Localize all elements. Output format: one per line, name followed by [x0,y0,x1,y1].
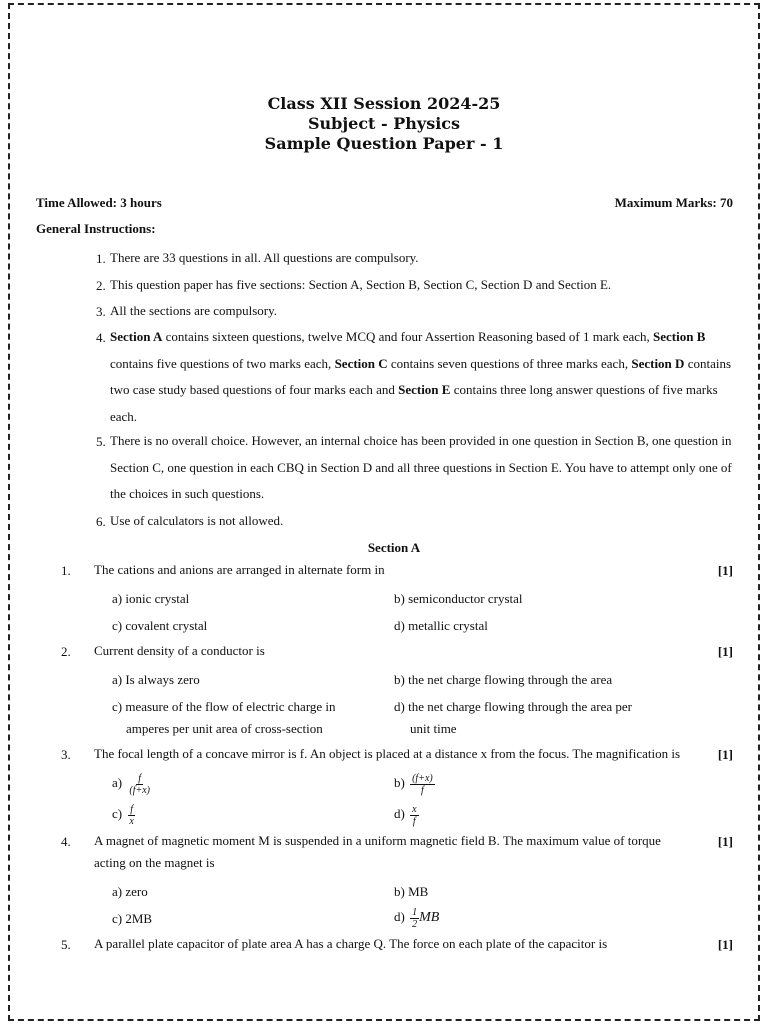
section-a-ref: Section A [110,329,163,344]
header-paper: Sample Question Paper - 1 [264,134,504,153]
instruction-number: 6. [96,514,106,529]
question-marks: [1] [717,834,733,849]
header-class: Class XII Session 2024-25 [267,94,501,113]
q3-option-b: b) $\frac{(f+x)}{f}$ [394,772,433,796]
q2-option-d: d) the net charge flowing through the area per [394,699,632,714]
question-number: 5. [61,937,71,952]
general-instructions-heading: General Instructions: [36,221,156,236]
question-number: 2. [61,644,71,659]
q2-option-b: b) the net charge flowing through the area [394,672,613,687]
q2-option-c: c) measure of the flow of electric charge in [112,699,336,714]
max-marks: Maximum Marks: 70 [614,195,733,210]
question-2-text: Current density of a conductor is [94,643,265,658]
q4-option-b: b) MB [394,884,429,899]
fraction: $\frac{x}{f}$ [412,803,417,827]
instruction-4: Section A contains sixteen questions, twelve MCQ and four Assertion Reasoning based of 1 mark each, Section B contains five questions of two marks each, Section C contains seven questions of three marks each, Section D contains two case study based questions of four marks each and Section E contains three long answer questions of five marks each. [110,329,732,424]
question-number: 1. [61,563,71,578]
q2-option-a: a) Is always zero [112,672,200,687]
question-marks: [1] [717,747,733,762]
q3-option-a: a) $\frac{f}{(f+x)}$ [112,772,150,796]
question-1-text: The cations and anions are arranged in alternate form in [94,562,385,577]
q2-option-d-cont: unit time [410,721,457,736]
question-4-text-cont: acting on the magnet is [94,855,215,870]
instruction-number: 2. [96,278,106,293]
q4-option-c: c) 2MB [112,911,153,926]
question-marks: [1] [717,644,733,659]
fraction: $\frac{1}{2}$ [412,906,418,930]
instruction-number: 1. [96,251,106,266]
instruction-number: 3. [96,304,106,319]
q2-option-c-cont: amperes per unit area of cross-section [126,721,323,736]
instruction-number: 4. [96,330,106,345]
section-d-ref: Section D [631,355,685,371]
q4-option-a: a) zero [112,884,148,899]
q1-option-b: b) semiconductor crystal [394,591,523,606]
instruction-6: Use of calculators is not allowed. [110,513,284,528]
section-e-ref: Section E [398,382,451,398]
question-marks: [1] [717,563,733,578]
question-number: 4. [61,834,71,849]
question-number: 3. [61,747,71,762]
q1-option-a: a) ionic crystal [112,591,190,606]
q1-option-d: d) metallic crystal [394,618,488,633]
section-b-ref: Section B [653,329,706,344]
fraction: $\frac{f}{x}$ [129,803,134,827]
q3-option-c: c) $\frac{f}{x}$ [112,803,134,827]
section-c-ref: Section C [334,355,388,371]
q4-option-d: d) $\frac{1}{2}$ MB [394,906,440,930]
time-allowed: Time Allowed: 3 hours [36,195,162,210]
section-a-heading: Section A [367,540,421,555]
question-4-text: A magnet of magnetic moment M is suspended in a uniform magnetic field B. The maximum value of torque [94,833,661,848]
instruction-1: There are 33 questions in all. All questions are compulsory. [110,250,419,265]
q3-option-d: d) $\frac{x}{f}$ [394,803,417,827]
fraction: $\frac{(f+x)}{f}$ [412,772,433,796]
question-5-text: A parallel plate capacitor of plate area A has a charge Q. The force on each plate of the capacitor is [94,936,608,951]
instruction-3: All the sections are compulsory. [110,303,278,318]
question-3-text: The focal length of a concave mirror is f. An object is placed at a distance x from the focus. The magnification is [94,746,681,761]
instruction-5: There is no overall choice. However, an internal choice has been provided in one question in Section B, one question in Section C, one question in each CBQ in Section D and all three questions in Section E. You have to attempt only one of the choices in such questions. [110,433,732,502]
instruction-number: 5. [96,434,106,449]
header-subject: Subject - Physics [307,114,461,133]
fraction: $\frac{f}{(f+x)}$ [129,772,150,796]
q1-option-c: c) covalent crystal [112,618,208,633]
instruction-2: This question paper has five sections: Section A, Section B, Section C, Section D and Section E. [110,277,612,292]
question-marks: [1] [717,937,733,952]
